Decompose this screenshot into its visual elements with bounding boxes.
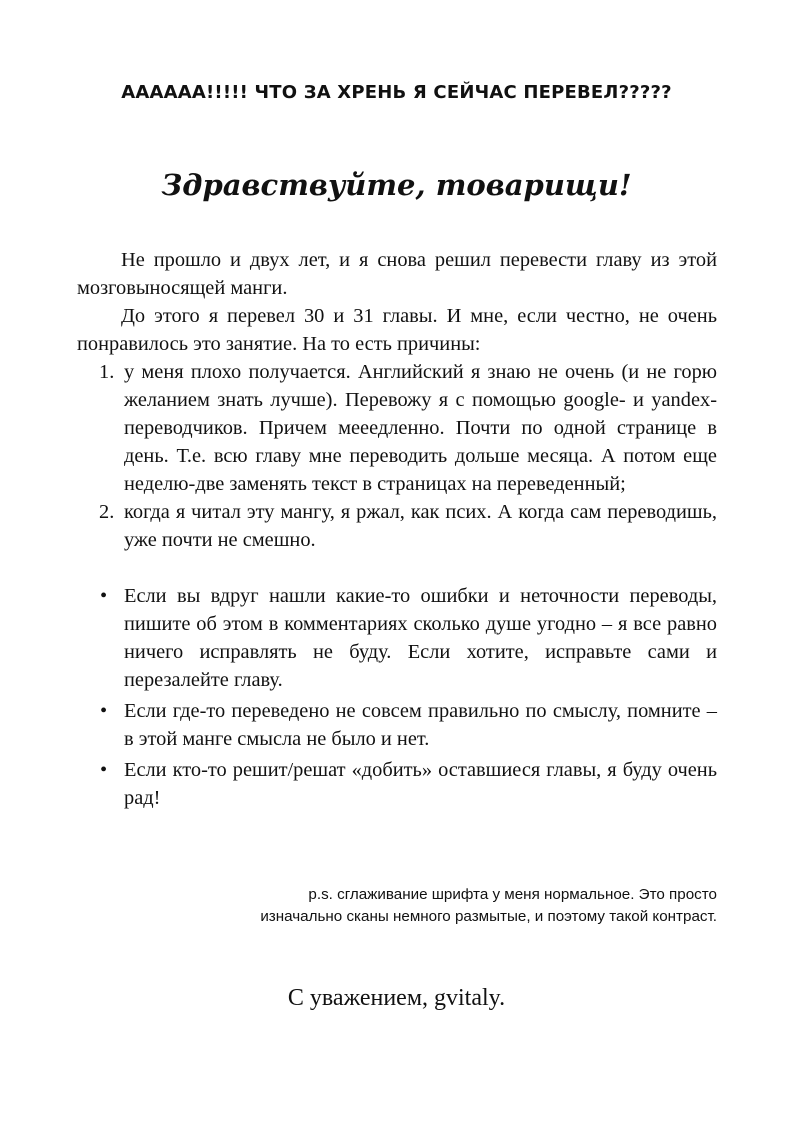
bullet-icon: • <box>100 585 108 607</box>
list-item <box>100 582 717 694</box>
list-item <box>99 498 717 554</box>
reasons-intro-paragraph: До этого я перевел 30 и 31 главы. И мне, если честно, не очень понравилось это занятие. На то есть причины: <box>77 305 717 355</box>
notes-list <box>77 582 717 812</box>
bullet-icon: • <box>100 700 108 722</box>
postscript-line: p.s. сглаживание шрифта у меня нормальное. Это просто <box>308 886 717 903</box>
signature: С уважением, gvitaly. <box>287 985 506 1011</box>
document-body <box>77 246 717 815</box>
list-item-text: когда я читал эту мангу, я ржал, как псих. А когда сам переводишь, уже почти не смешно. <box>124 501 717 551</box>
list-item-text: Если кто-то решит/решат «добить» оставшиеся главы, я буду очень рад! <box>124 759 717 809</box>
list-item-text: у меня плохо получается. Английский я знаю не очень (и не горю желанием знать лучше). Перевожу я с помощью google- и yandex- переводчиков. Причем мееедленно. Почти по одной странице в день. Т.е. всю главу мне переводить дольше месяца. А потом еще неделю-две заменять текст в страницах на переведенный; <box>124 361 717 495</box>
postscript-line: изначально сканы немного размытые, и поэтому такой контраст. <box>260 908 717 925</box>
list-item <box>100 756 717 812</box>
reasons-list <box>77 358 717 554</box>
list-item <box>99 358 717 498</box>
postscript-note <box>117 884 717 928</box>
list-item-text: Если где-то переведено не совсем правильно по смыслу, помните – в этой манге смысла не было и нет. <box>124 700 717 750</box>
list-item <box>100 697 717 753</box>
bullet-icon: • <box>100 759 108 781</box>
greeting-title: Здравствуйте, товарищи! <box>161 168 632 202</box>
page-heading: АААААA!!!!! ЧТО ЗА ХРЕНЬ Я СЕЙЧАС ПЕРЕВЕЛ????? <box>121 82 672 103</box>
intro-paragraph: Не прошло и двух лет, и я снова решил перевести главу из этой мозговыносящей манги. <box>77 249 717 299</box>
list-item-text: Если вы вдруг нашли какие-то ошибки и неточности переводы, пишите об этом в комментариях сколько душе угодно – я все равно ничего исправлять не буду. Если хотите, исправьте сами и перезалейте главу. <box>124 585 717 691</box>
list-number: 1. <box>99 361 115 383</box>
list-number: 2. <box>99 501 115 523</box>
